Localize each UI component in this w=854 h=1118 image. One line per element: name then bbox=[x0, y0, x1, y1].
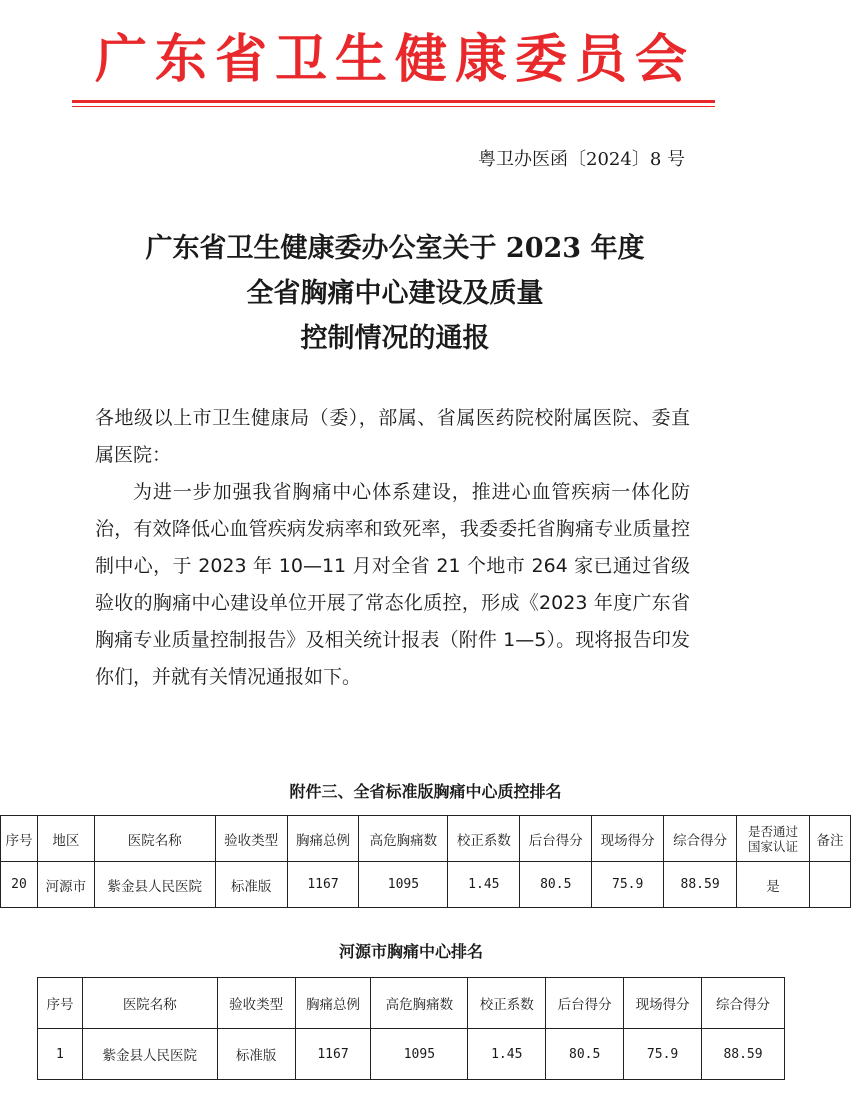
document-body bbox=[95, 400, 690, 696]
col-region: 地区 bbox=[37, 816, 94, 862]
col-overall: 综合得分 bbox=[702, 978, 785, 1029]
col-backend: 后台得分 bbox=[546, 978, 624, 1029]
col-seq: 序号 bbox=[38, 978, 83, 1029]
body-paragraph: 为进一步加强我省胸痛中心体系建设，推进心血管疾病一体化防治，有效降低心血管疾病发病率和致死率，我委委托省胸痛专业质量控制中心，于 2023 年 10—11 月对全省 21 个地市 264 家已通过省级验收的胸痛中心建设单位开展了常态化质控，形成《2023 年度广东省胸痛专业质量控制报告》及相关统计报表（附件 1—5）。现将报告印发你们，并就有关情况通报如下。 bbox=[95, 481, 690, 688]
col-total: 胸痛总例 bbox=[295, 978, 371, 1029]
table1-header-row bbox=[1, 816, 851, 862]
col-type: 验收类型 bbox=[215, 816, 287, 862]
cell-hospital: 紫金县人民医院 bbox=[82, 1029, 217, 1080]
masthead-divider-thin bbox=[72, 106, 715, 107]
cell-hospital: 紫金县人民医院 bbox=[94, 862, 215, 908]
col-coef: 校正系数 bbox=[468, 978, 546, 1029]
table2-header-row bbox=[38, 978, 785, 1029]
city-ranking-table bbox=[37, 977, 785, 1080]
col-onsite: 现场得分 bbox=[592, 816, 664, 862]
provincial-ranking-table bbox=[0, 815, 851, 908]
title-line-3: 控制情况的通报 bbox=[300, 323, 490, 354]
col-national-line2: 国家认证 bbox=[748, 838, 799, 854]
cell-high-risk: 1095 bbox=[359, 862, 448, 908]
masthead-divider bbox=[72, 100, 715, 103]
col-seq: 序号 bbox=[1, 816, 38, 862]
cell-type: 标准版 bbox=[217, 1029, 295, 1080]
col-type: 验收类型 bbox=[217, 978, 295, 1029]
col-hospital: 医院名称 bbox=[94, 816, 215, 862]
cell-overall: 88.59 bbox=[664, 862, 737, 908]
col-hospital: 医院名称 bbox=[82, 978, 217, 1029]
table2-caption: 河源市胸痛中心排名 bbox=[338, 942, 483, 961]
table-row bbox=[38, 1029, 785, 1080]
col-national-line1: 是否通过 bbox=[748, 823, 799, 839]
col-national bbox=[737, 816, 810, 862]
table1-caption: 附件三、全省标准版胸痛中心质控排名 bbox=[289, 782, 562, 801]
cell-coef: 1.45 bbox=[448, 862, 520, 908]
cell-backend: 80.5 bbox=[520, 862, 592, 908]
table-row bbox=[1, 862, 851, 908]
document-number: 粤卫办医函〔2024〕8 号 bbox=[478, 149, 685, 170]
cell-total: 1167 bbox=[295, 1029, 371, 1080]
cell-total: 1167 bbox=[287, 862, 359, 908]
masthead: 广东省卫生健康委员会 bbox=[94, 30, 695, 90]
title-line-1: 广东省卫生健康委办公室关于 2023 年度 bbox=[145, 233, 645, 264]
cell-high-risk: 1095 bbox=[371, 1029, 468, 1080]
cell-seq: 20 bbox=[1, 862, 38, 908]
title-line-2: 全省胸痛中心建设及质量 bbox=[246, 278, 544, 309]
col-total: 胸痛总例 bbox=[287, 816, 359, 862]
cell-remark bbox=[809, 862, 850, 908]
col-remark: 备注 bbox=[809, 816, 850, 862]
cell-type: 标准版 bbox=[215, 862, 287, 908]
cell-onsite: 75.9 bbox=[624, 1029, 702, 1080]
col-overall: 综合得分 bbox=[664, 816, 737, 862]
col-high-risk: 高危胸痛数 bbox=[371, 978, 468, 1029]
cell-overall: 88.59 bbox=[702, 1029, 785, 1080]
cell-onsite: 75.9 bbox=[592, 862, 664, 908]
cell-backend: 80.5 bbox=[546, 1029, 624, 1080]
col-high-risk: 高危胸痛数 bbox=[359, 816, 448, 862]
cell-seq: 1 bbox=[38, 1029, 83, 1080]
col-backend: 后台得分 bbox=[520, 816, 592, 862]
addressee: 各地级以上市卫生健康局（委），部属、省属医药院校附属医院、委直属医院： bbox=[95, 407, 690, 466]
document-title bbox=[60, 226, 730, 361]
cell-region: 河源市 bbox=[37, 862, 94, 908]
col-coef: 校正系数 bbox=[448, 816, 520, 862]
cell-national: 是 bbox=[737, 862, 810, 908]
cell-coef: 1.45 bbox=[468, 1029, 546, 1080]
col-onsite: 现场得分 bbox=[624, 978, 702, 1029]
